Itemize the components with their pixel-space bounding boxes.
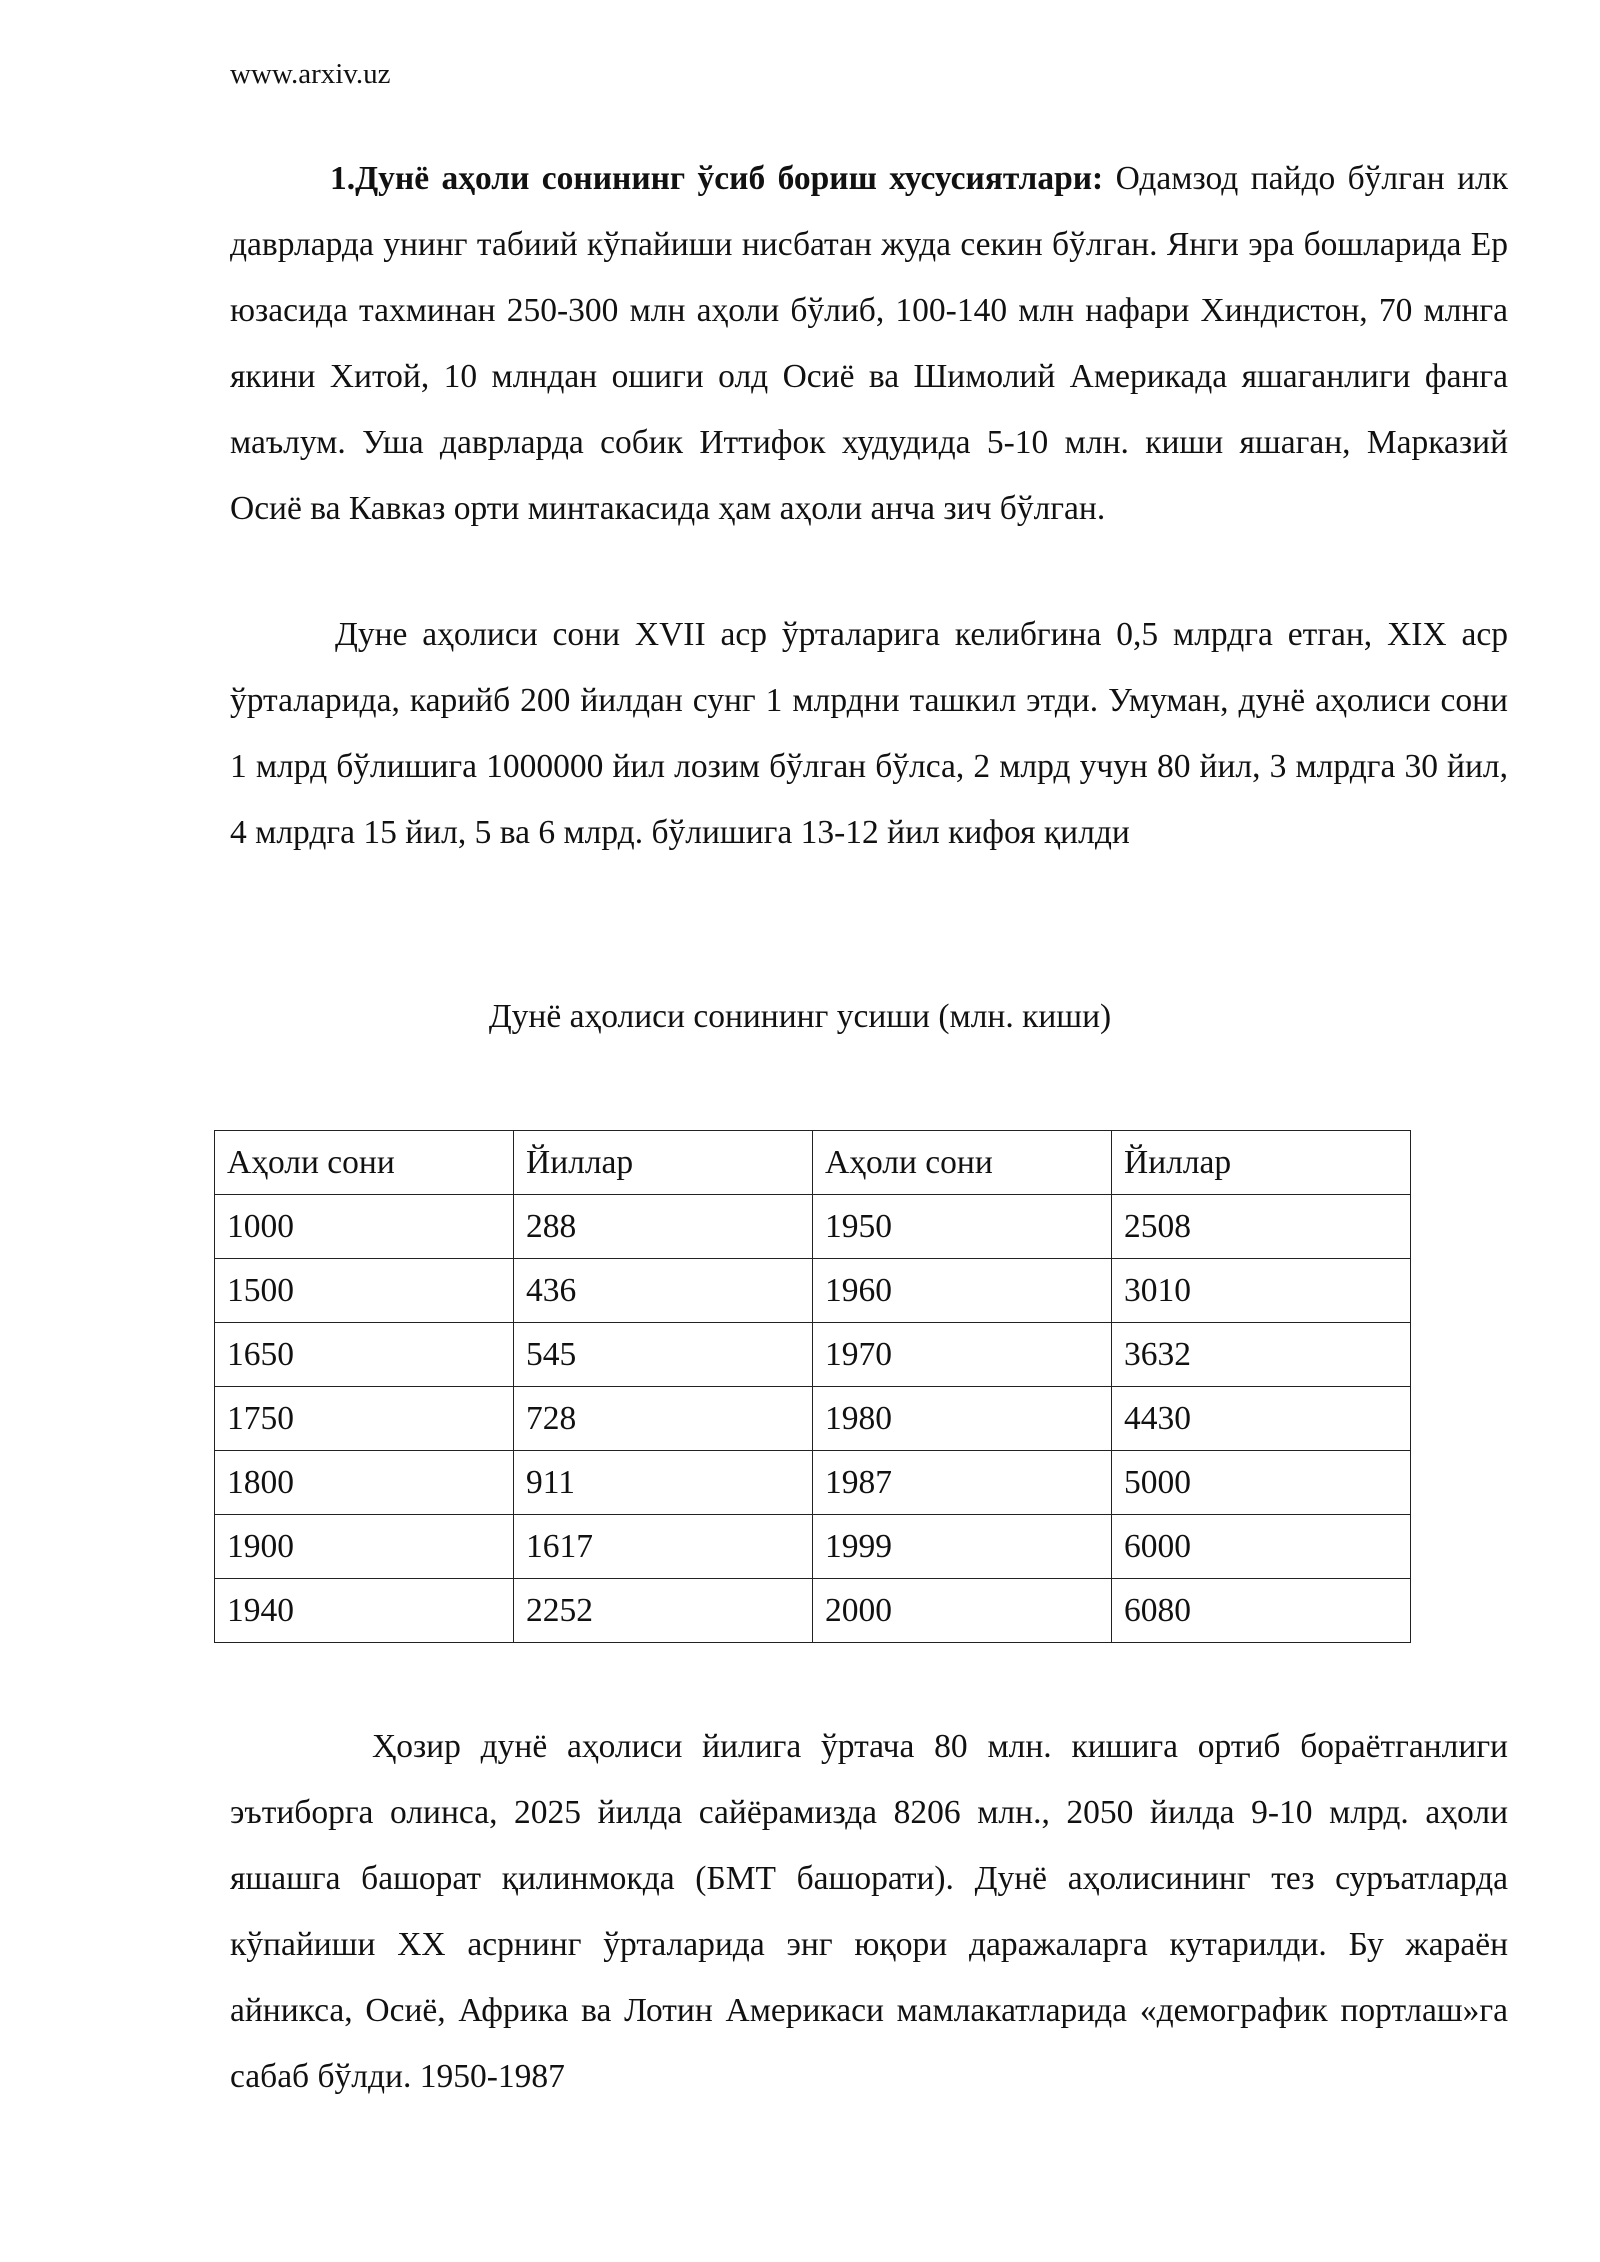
table-cell: 2508 bbox=[1112, 1195, 1411, 1259]
table-header-cell: Аҳоли сони bbox=[813, 1131, 1112, 1195]
table-cell: 545 bbox=[514, 1323, 813, 1387]
table-row bbox=[215, 1259, 1411, 1323]
table-cell: 1650 bbox=[215, 1323, 514, 1387]
table-cell: 1940 bbox=[215, 1579, 514, 1643]
table-cell: 1970 bbox=[813, 1323, 1112, 1387]
table-cell: 436 bbox=[514, 1259, 813, 1323]
section-1-heading: 1.Дунё аҳоли сонининг ўсиб бориш хусусиятлари: bbox=[330, 160, 1104, 197]
section-1-text: Одамзод пайдо бўлган илк даврларда унинг табиий кўпайиши нисбатан жуда секин бўлган. Янги эра бошларида Ер юзасида тахминан 250-300 млн аҳоли бўлиб, 100-140 млн нафари Хиндистон, 70 млнга якини Хитой, 10 млндан ошиги олд Осиё ва Шимолий Америкада яшаганлиги фанга маълум. Уша даврларда собик Иттифок худудида 5-10 млн. киши яшаган, Марказий Осиё ва Кавказ орти минтакасида ҳам аҳоли анча зич бўлган. bbox=[230, 160, 1509, 527]
table-caption: Дунё аҳолиси сонининг усиши (млн. киши) bbox=[488, 998, 1112, 1035]
table-cell: 3632 bbox=[1112, 1323, 1411, 1387]
table-cell: 6000 bbox=[1112, 1515, 1411, 1579]
table-row bbox=[215, 1451, 1411, 1515]
table-cell: 1960 bbox=[813, 1259, 1112, 1323]
table-cell: 288 bbox=[514, 1195, 813, 1259]
table-cell: 728 bbox=[514, 1387, 813, 1451]
table-cell: 2000 bbox=[813, 1579, 1112, 1643]
section-1-paragraph bbox=[230, 146, 1508, 542]
table-cell: 1999 bbox=[813, 1515, 1112, 1579]
table-cell: 1800 bbox=[215, 1451, 514, 1515]
table-cell: 1000 bbox=[215, 1195, 514, 1259]
site-url: www.arxiv.uz bbox=[230, 58, 391, 90]
population-table-body bbox=[215, 1131, 1411, 1643]
table-cell: 1500 bbox=[215, 1259, 514, 1323]
table-row bbox=[215, 1195, 1411, 1259]
table-header-cell: Аҳоли сони bbox=[215, 1131, 514, 1195]
table-cell: 1617 bbox=[514, 1515, 813, 1579]
table-row bbox=[215, 1515, 1411, 1579]
table-row bbox=[215, 1323, 1411, 1387]
table-row bbox=[215, 1387, 1411, 1451]
population-table bbox=[214, 1130, 1411, 1643]
table-cell: 1750 bbox=[215, 1387, 514, 1451]
table-cell: 5000 bbox=[1112, 1451, 1411, 1515]
table-cell: 1987 bbox=[813, 1451, 1112, 1515]
paragraph-3: Ҳозир дунё аҳолиси йилига ўртача 80 млн. кишига ортиб бораётганлиги эътиборга олинса, 2025 йилда сайёрамизда 8206 млн., 2050 йилда 9-10 млрд. аҳоли яшашга башорат қилинмокда (БМТ башорати). Дунё аҳолисининг тез суръатларда кўпайиши XX асрнинг ўрталарида энг юқори даражаларга кутарилди. Бу жараён айникса, Осиё, Африка ва Лотин Америкаси мамлакатларида «демографик портлаш»га сабаб бўлди. 1950-1987 bbox=[230, 1728, 1508, 2095]
table-cell: 4430 bbox=[1112, 1387, 1411, 1451]
table-header-cell: Йиллар bbox=[514, 1131, 813, 1195]
table-cell: 6080 bbox=[1112, 1579, 1411, 1643]
table-cell: 3010 bbox=[1112, 1259, 1411, 1323]
table-cell: 1980 bbox=[813, 1387, 1112, 1451]
table-cell: 2252 bbox=[514, 1579, 813, 1643]
table-cell: 1900 bbox=[215, 1515, 514, 1579]
table-header-cell: Йиллар bbox=[1112, 1131, 1411, 1195]
table-cell: 1950 bbox=[813, 1195, 1112, 1259]
paragraph-2: Дуне аҳолиси сони XVII аср ўрталарига келибгина 0,5 млрдга етган, XIX аср ўрталарида, карийб 200 йилдан сунг 1 млрдни ташкил этди. Умуман, дунё аҳолиси сони 1 млрд бўлишига 1000000 йил лозим бўлган бўлса, 2 млрд учун 80 йил, 3 млрдга 30 йил, 4 млрдга 15 йил, 5 ва 6 млрд. бўлишига 13-12 йил кифоя қилди bbox=[230, 616, 1508, 851]
table-row bbox=[215, 1579, 1411, 1643]
table-header-row bbox=[215, 1131, 1411, 1195]
table-cell: 911 bbox=[514, 1451, 813, 1515]
